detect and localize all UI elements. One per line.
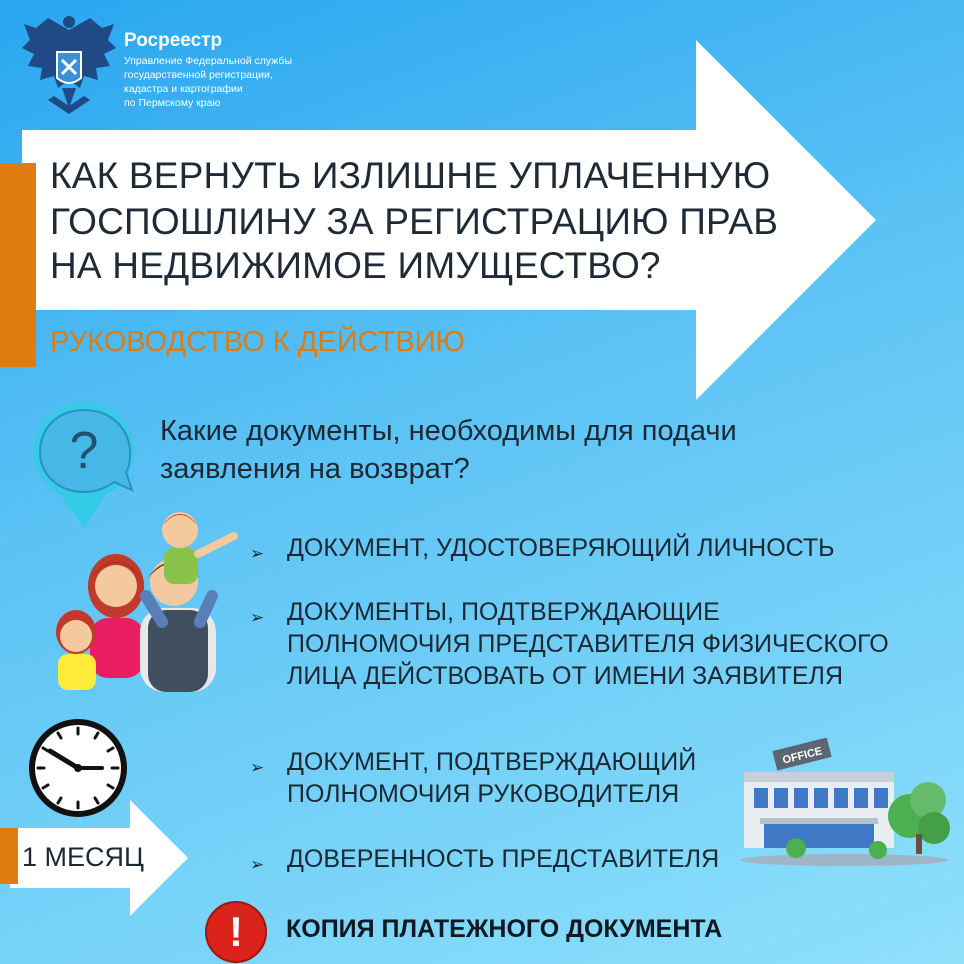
bullet-arrow-icon: ➢	[250, 608, 265, 627]
org-subtitle-line: государственной регистрации,	[124, 69, 273, 81]
warning-mark: !	[229, 908, 243, 955]
bullet-arrow-icon: ➢	[250, 544, 265, 563]
office-building-icon	[738, 738, 950, 866]
document-item-line: ДОВЕРЕННОСТЬ ПРЕДСТАВИТЕЛЯ	[287, 845, 720, 873]
document-item-line: ЛИЦА ДЕЙСТВОВАТЬ ОТ ИМЕНИ ЗАЯВИТЕЛЯ	[287, 662, 844, 690]
document-item-line: ПОЛНОМОЧИЯ РУКОВОДИТЕЛЯ	[287, 780, 680, 808]
org-name: Росреестр	[124, 30, 223, 51]
office-sign-text: OFFICE	[781, 745, 824, 767]
title-line-3: НА НЕДВИЖИМОЕ ИМУЩЕСТВО?	[50, 245, 661, 286]
warning-icon	[204, 900, 268, 964]
question-line: заявления на возврат?	[160, 453, 470, 485]
family-icon	[34, 498, 244, 692]
title-line-2: ГОСПОШЛИНУ ЗА РЕГИСТРАЦИЮ ПРАВ	[50, 201, 779, 242]
title-line-1: КАК ВЕРНУТЬ ИЗЛИШНЕ УПЛАЧЕННУЮ	[50, 155, 771, 196]
bullet-arrow-icon: ➢	[250, 758, 265, 777]
org-subtitle-line: Управление Федеральной службы	[124, 55, 292, 67]
document-item-line: ДОКУМЕНТ, ПОДТВЕРЖДАЮЩИЙ	[287, 748, 697, 776]
document-item-line: ДОКУМЕНТ, УДОСТОВЕРЯЮЩИЙ ЛИЧНОСТЬ	[287, 534, 835, 562]
question-mark: ?	[69, 422, 99, 480]
org-subtitle-line: кадастра и картографии	[124, 83, 243, 95]
document-item-line: ДОКУМЕНТЫ, ПОДТВЕРЖДАЮЩИЕ	[287, 598, 720, 626]
timer-accent-bar	[0, 828, 18, 884]
question-line: Какие документы, необходимы для подачи	[160, 415, 737, 447]
document-list-item	[250, 843, 770, 875]
subtitle: РУКОВОДСТВО К ДЕЙСТВИЮ	[50, 326, 465, 358]
timer-label: 1 МЕСЯЦ	[22, 842, 144, 872]
payment-copy-label: КОПИЯ ПЛАТЕЖНОГО ДОКУМЕНТА	[286, 915, 723, 943]
document-item-line: ПОЛНОМОЧИЯ ПРЕДСТАВИТЕЛЯ ФИЗИЧЕСКОГО	[287, 630, 889, 658]
document-list-item	[250, 532, 930, 564]
document-list-item	[250, 746, 770, 810]
orange-accent-bar	[0, 163, 36, 367]
question-heading	[160, 412, 880, 488]
org-subtitle-line: по Пермскому краю	[124, 97, 221, 109]
document-list-item	[250, 596, 950, 692]
bullet-arrow-icon: ➢	[250, 855, 265, 874]
